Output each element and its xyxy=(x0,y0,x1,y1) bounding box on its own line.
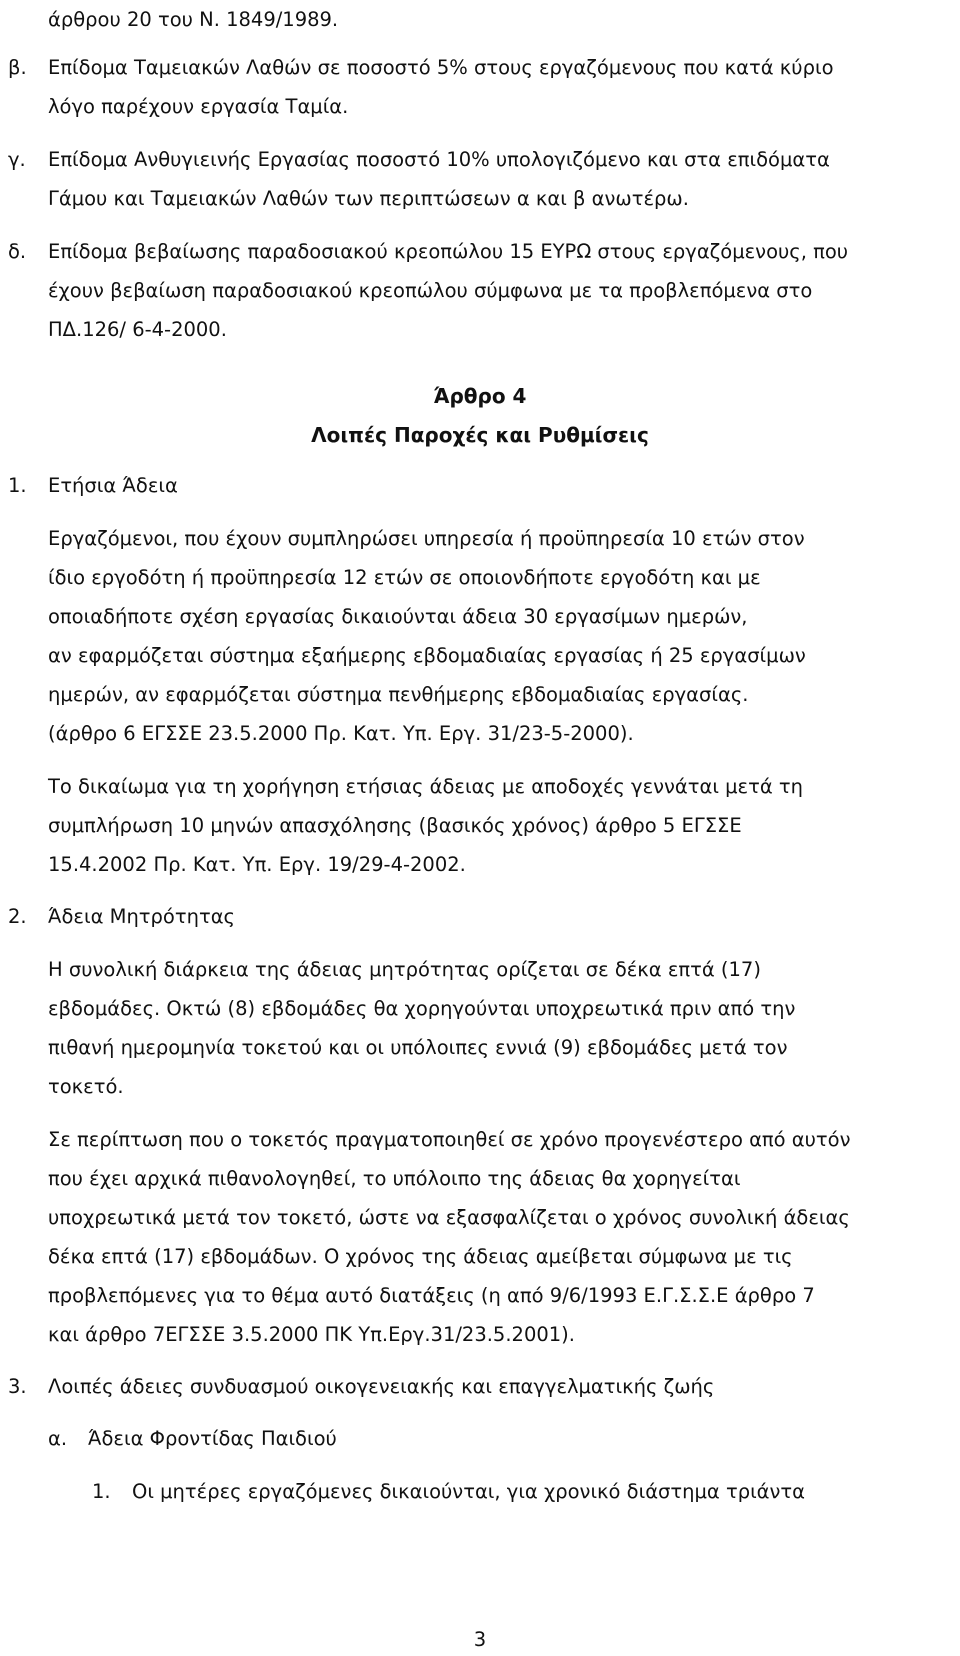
text-line: λόγο παρέχουν εργασία Ταμία. xyxy=(48,95,349,118)
text-line: Οι μητέρες εργαζόμενες δικαιούνται, για χρονικό διάστημα τριάντα xyxy=(132,1480,806,1503)
text-line: 15.4.2002 Πρ. Κατ. Υπ. Εργ. 19/29-4-2002. xyxy=(48,853,466,876)
text-line: Επίδομα Ταμειακών Λαθών σε ποσοστό 5% στους εργαζόμενους που κατά κύριο xyxy=(48,56,834,79)
text-line: Γάμου και Ταμειακών Λαθών των περιπτώσεων α και β ανωτέρω. xyxy=(48,187,689,210)
text-line: που έχει αρχικά πιθανολογηθεί, το υπόλοιπο της άδειας θα χορηγείται xyxy=(48,1167,741,1190)
text-line: οποιαδήποτε σχέση εργασίας δικαιούνται άδεια 30 εργασίμων ημερών, xyxy=(48,605,748,628)
text-line: τοκετό. xyxy=(48,1075,124,1098)
text-line: και άρθρο 7ΕΓΣΣΕ 3.5.2000 ΠΚ Υπ.Εργ.31/23.5.2001). xyxy=(48,1323,575,1346)
text-line: άρθρου 20 του Ν. 1849/1989. xyxy=(48,8,339,31)
text-line: συμπλήρωση 10 μηνών απασχόλησης (βασικός χρόνος) άρθρο 5 ΕΓΣΣΕ xyxy=(48,814,742,837)
text-line: υποχρεωτικά μετά τον τοκετό, ώστε να εξασφαλίζεται ο χρόνος συνολική άδειας xyxy=(48,1206,850,1229)
text-line: αν εφαρμόζεται σύστημα εξαήμερης εβδομαδιαίας εργασίας ή 25 εργασίμων xyxy=(48,644,806,667)
text-line: έχουν βεβαίωση παραδοσιακού κρεοπώλου σύμφωνα με τα προβλεπόμενα στο xyxy=(48,279,813,302)
section-heading: Λοιπές άδειες συνδυασμού οικογενειακής και επαγγελματικής ζωής xyxy=(48,1375,715,1398)
text-line: Σε περίπτωση που ο τοκετός πραγματοποιηθεί σε χρόνο προγενέστερο από αυτόν xyxy=(48,1128,851,1151)
subsection-heading: Άδεια Φροντίδας Παιδιού xyxy=(88,1427,337,1450)
text-line: Η συνολική διάρκεια της άδειας μητρότητας ορίζεται σε δέκα επτά (17) xyxy=(48,958,761,981)
text-line: Το δικαίωμα για τη χορήγηση ετήσιας άδειας με αποδοχές γεννάται μετά τη xyxy=(48,775,803,798)
text-line: (άρθρο 6 ΕΓΣΣΕ 23.5.2000 Πρ. Κατ. Υπ. Εργ. 31/23-5-2000). xyxy=(48,722,634,745)
section-heading: Ετήσια Άδεια xyxy=(48,474,178,497)
text-line: εβδομάδες. Οκτώ (8) εβδομάδες θα χορηγούνται υποχρεωτικά πριν από την xyxy=(48,997,796,1020)
text-line: δέκα επτά (17) εβδομάδων. Ο χρόνος της άδειας αμείβεται σύμφωνα με τις xyxy=(48,1245,793,1268)
item-marker: δ. xyxy=(8,240,27,263)
text-line: ημερών, αν εφαρμόζεται σύστημα πενθήμερης εβδομαδιαίας εργασίας. xyxy=(48,683,749,706)
text-line: πιθανή ημερομηνία τοκετού και οι υπόλοιπες εννιά (9) εβδομάδες μετά τον xyxy=(48,1036,788,1059)
text-line: προβλεπόμενες για το θέμα αυτό διατάξεις (η από 9/6/1993 Ε.Γ.Σ.Σ.Ε άρθρο 7 xyxy=(48,1284,815,1307)
text-line: Επίδομα Ανθυγιεινής Εργασίας ποσοστό 10% υπολογιζόμενο και στα επιδόματα xyxy=(48,148,830,171)
subsection-marker: α. xyxy=(48,1427,68,1450)
list-marker: 1. xyxy=(92,1480,111,1503)
page-number: 3 xyxy=(473,1628,487,1651)
text-line: ΠΔ.126/ 6-4-2000. xyxy=(48,318,227,341)
section-marker: 3. xyxy=(8,1375,27,1398)
section-marker: 1. xyxy=(8,474,27,497)
text-line: Επίδομα βεβαίωσης παραδοσιακού κρεοπώλου 15 ΕΥΡΩ στους εργαζόμενους, που xyxy=(48,240,849,263)
section-marker: 2. xyxy=(8,905,27,928)
section-heading: Άδεια Μητρότητας xyxy=(48,905,235,928)
text-line: ίδιο εργοδότη ή προϋπηρεσία 12 ετών σε οποιονδήποτε εργοδότη και με xyxy=(48,566,761,589)
text-line: Εργαζόμενοι, που έχουν συμπληρώσει υπηρεσία ή προϋπηρεσία 10 ετών στον xyxy=(48,527,805,550)
article-title: Λοιπές Παροχές και Ρυθμίσεις xyxy=(311,423,649,447)
item-marker: β. xyxy=(8,56,27,79)
article-number: Άρθρο 4 xyxy=(433,384,527,408)
item-marker: γ. xyxy=(8,148,26,171)
